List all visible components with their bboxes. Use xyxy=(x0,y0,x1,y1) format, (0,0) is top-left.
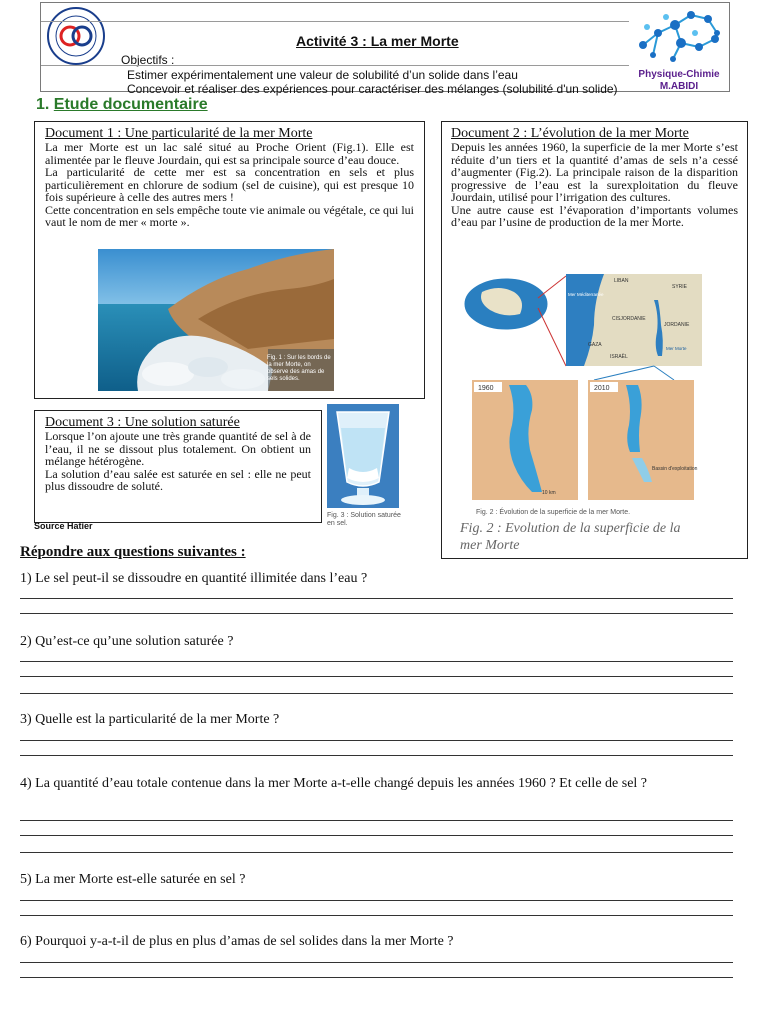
figure-2-caption-small: Fig. 2 : Évolution de la superficie de la mer Morte. xyxy=(476,509,631,516)
document-1-paragraph: La mer Morte est un lac salé situé au Proche Orient (Fig.1). Elle est alimentée par le fleuve Jourdain, qui est sa principale source d’eau douce. xyxy=(45,140,414,167)
document-1-title: Document 1 : Une particularité de la mer Morte xyxy=(45,126,313,141)
figure-3-caption: Fig. 3 : Solution saturée en sel. xyxy=(327,512,401,527)
section-number: 1. xyxy=(36,96,50,113)
map-label-cisjordanie: CISJORDANIE xyxy=(612,316,646,322)
document-2-paragraph: Depuis les années 1960, la superficie de la mer Morte s’est réduite d’un tiers et la quantité d’amas de sels n’a cessé d’augmenter (Fig.2). La principale raison de la disparition progressive de l’eau est la surexploitation du fleuve Jourdain, utilisé pour l’irrigation des cultures. xyxy=(451,140,738,204)
document-2-paragraph: Une autre cause est l’évaporation d’importants volumes d’eau par l’usine de production de la mer Morte. xyxy=(451,202,738,229)
answer-line[interactable] xyxy=(20,676,733,677)
objectives-label: Objectifs : xyxy=(121,53,175,67)
objective-item: Concevoir et réaliser des expériences pour caractériser des mélanges (solubilité d'un solide) xyxy=(127,82,618,96)
document-3 xyxy=(34,410,322,523)
answer-line[interactable] xyxy=(20,835,733,836)
school-logo-icon xyxy=(46,6,106,66)
molecule-icon xyxy=(633,5,725,67)
map-label-syrie: SYRIE xyxy=(672,284,688,290)
brand-author: M.ABIDI xyxy=(659,81,699,92)
section-title xyxy=(36,96,208,114)
document-1-paragraph: La particularité de cette mer est sa concentration en sels et plus particulièrement en chlorure de sodium (sel de cuisine), qui est presque 10 fois supérieure à celle des autres mers ! xyxy=(45,165,414,204)
map-label-israel: ISRAËL xyxy=(610,354,628,360)
question-1: 1) Le sel peut-il se dissoudre en quantité illimitée dans l’eau ? xyxy=(20,571,368,586)
question-4: 4) La quantité d’eau totale contenue dans la mer Morte a-t-elle changé depuis les années 1960 ? Et celle de sel ? xyxy=(20,776,648,791)
answer-line[interactable] xyxy=(20,740,733,741)
map-label-mer-morte: Mer Morte xyxy=(666,346,687,351)
source-credit: Source Hatier xyxy=(34,521,93,531)
map-scale: 10 km xyxy=(542,490,556,496)
question-6: 6) Pourquoi y-a-t-il de plus en plus d’amas de sel solides dans la mer Morte ? xyxy=(20,934,454,949)
question-2: 2) Qu’est-ce qu’une solution saturée ? xyxy=(20,634,234,649)
answer-line[interactable] xyxy=(20,977,733,978)
figure-2-caption: Fig. 2 : Evolution de la superficie de la mer Morte xyxy=(460,521,681,553)
answer-line[interactable] xyxy=(20,693,733,694)
map-label-jordanie: JORDANIE xyxy=(664,322,690,328)
header-rule-mid xyxy=(41,65,629,66)
document-2 xyxy=(441,121,748,559)
dead-sea-evolution-map xyxy=(454,270,724,510)
document-3-title: Document 3 : Une solution saturée xyxy=(45,415,240,430)
answer-line[interactable] xyxy=(20,900,733,901)
answer-line[interactable] xyxy=(20,598,733,599)
document-3-paragraph: La solution d’eau salée est saturée en sel : elle ne peut plus dissoudre de soluté. xyxy=(45,466,311,493)
map-year-1960: 1960 xyxy=(478,385,494,392)
map-label-mediterranee: Mer Méditerranée xyxy=(568,292,604,297)
header-rule-top xyxy=(41,21,629,22)
question-5: 5) La mer Morte est-elle saturée en sel ? xyxy=(20,872,246,887)
map-label-gaza: GAZA xyxy=(588,342,602,348)
saturated-solution-glass-image xyxy=(327,404,399,508)
questions-heading: Répondre aux questions suivantes : xyxy=(20,544,246,560)
answer-line[interactable] xyxy=(20,661,733,662)
question-3: 3) Quelle est la particularité de la mer Morte ? xyxy=(20,712,280,727)
map-year-2010: 2010 xyxy=(594,385,610,392)
answer-line[interactable] xyxy=(20,962,733,963)
document-1-paragraph: Cette concentration en sels empêche toute vie animale ou végétale, ce qui lui vaut le nom de mer « morte ». xyxy=(45,202,414,229)
document-1 xyxy=(34,121,425,399)
answer-line[interactable] xyxy=(20,852,733,853)
activity-header xyxy=(40,2,730,96)
section-label: Etude documentaire xyxy=(53,96,208,113)
answer-line[interactable] xyxy=(20,613,733,614)
answer-line[interactable] xyxy=(20,915,733,916)
answer-line[interactable] xyxy=(20,820,733,821)
map-label-liban: LIBAN xyxy=(614,278,629,284)
figure-1-caption: Fig. 1 : Sur les bords de la mer Morte, on observe des amas de sels solides. xyxy=(267,355,331,382)
activity-title: Activité 3 : La mer Morte xyxy=(296,33,459,49)
objective-item: Estimer expérimentalement une valeur de solubilité d’un solide dans l’eau xyxy=(127,68,518,82)
document-3-paragraph: Lorsque l’on ajoute une très grande quantité de sel à de l’eau, il ne se dissout plus totalement. On obtient un mélange hétérogène. xyxy=(45,429,311,468)
brand-subject: Physique-Chimie xyxy=(638,69,720,80)
answer-line[interactable] xyxy=(20,755,733,756)
document-2-title: Document 2 : L’évolution de la mer Morte xyxy=(451,126,689,141)
map-label-bassin: Bassin d'exploitation xyxy=(652,466,698,472)
